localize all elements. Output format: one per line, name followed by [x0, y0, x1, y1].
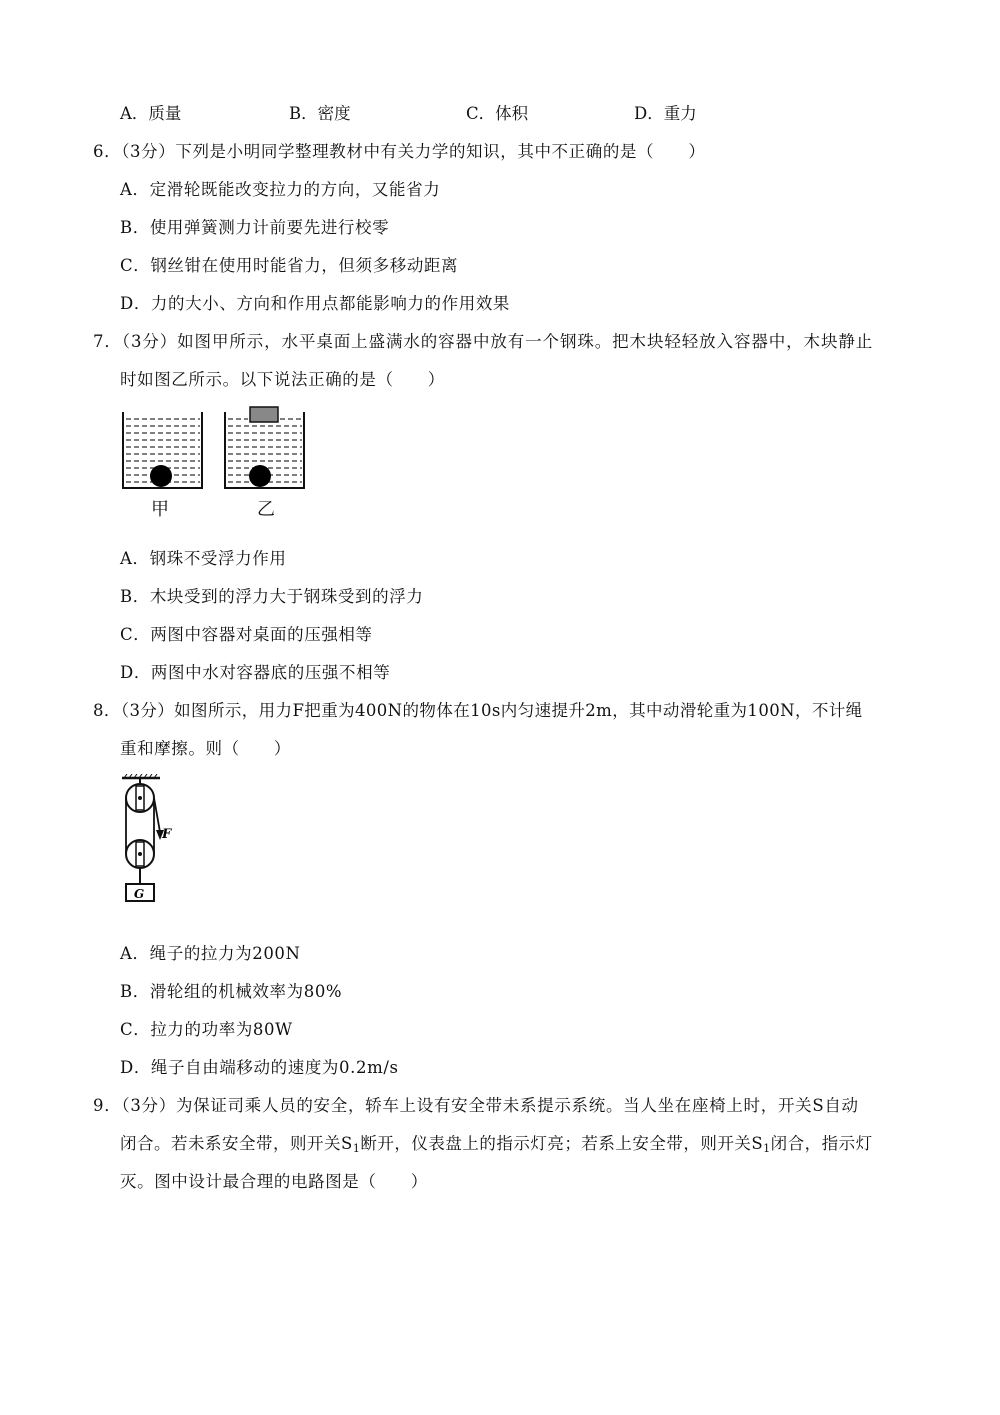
q6-option-d[interactable]: D．力的大小、方向和作用点都能影响力的作用效果 [120, 294, 511, 313]
q5-option-c[interactable]: C．体积 [466, 104, 529, 123]
force-label: F [162, 827, 172, 842]
q8-pulley-figure [118, 774, 180, 906]
q5-option-b[interactable]: B．密度 [289, 104, 351, 123]
steel-ball [150, 465, 172, 487]
q8-option-a[interactable]: A．绳子的拉力为200N [120, 944, 301, 963]
q6-option-a[interactable]: A．定滑轮既能改变拉力的方向，又能省力 [120, 180, 441, 199]
weight-label: G [134, 887, 145, 901]
q9-stem-line2-part-b: 断开，仪表盘上的指示灯亮；若系上安全带，则开关S [360, 1134, 764, 1153]
q7-stem-line2: 时如图乙所示。以下说法正确的是（ ） [120, 370, 445, 389]
q8-option-c[interactable]: C．拉力的功率为80W [120, 1020, 293, 1039]
q7-option-d[interactable]: D．两图中水对容器底的压强不相等 [120, 663, 391, 682]
wood-block [250, 407, 278, 422]
q7-option-c[interactable]: C．两图中容器对桌面的压强相等 [120, 625, 373, 644]
q6-stem: 6．（3分）下列是小明同学整理教材中有关力学的知识，其中不正确的是（ ） [93, 142, 706, 161]
steel-ball [249, 465, 271, 487]
q6-option-b[interactable]: B．使用弹簧测力计前要先进行校零 [120, 218, 390, 237]
q7-figure-yi-container [222, 406, 308, 492]
q9-switch-subscript-2: 1 [763, 1142, 771, 1155]
q5-option-a[interactable]: A．质量 [120, 104, 182, 123]
q7-option-b[interactable]: B．木块受到的浮力大于钢珠受到的浮力 [120, 587, 424, 606]
q7-stem-line1: 7．（3分）如图甲所示，水平桌面上盛满水的容器中放有一个钢珠。把木块轻轻放入容器中，木块静止 [93, 332, 874, 351]
q5-option-d[interactable]: D．重力 [634, 104, 697, 123]
q6-option-c[interactable]: C．钢丝钳在使用时能省力，但须多移动距离 [120, 256, 459, 275]
q8-option-d[interactable]: D．绳子自由端移动的速度为0.2m/s [120, 1058, 399, 1077]
q9-stem-line1: 9．（3分）为保证司乘人员的安全，轿车上设有安全带未系提示系统。当人坐在座椅上时，开关S自动 [93, 1096, 859, 1115]
q9-stem-line2 [120, 1133, 873, 1160]
q7-figure-label-yi: 乙 [257, 499, 275, 520]
q7-figure-jia-container [120, 410, 206, 492]
q9-stem-line3: 灭。图中设计最合理的电路图是（ ） [120, 1172, 428, 1191]
q8-option-b[interactable]: B．滑轮组的机械效率为80% [120, 982, 343, 1001]
q9-switch-subscript-1: 1 [352, 1142, 361, 1155]
q9-stem-line2-part-c: 闭合，指示灯 [770, 1134, 873, 1153]
q9-stem-line2-part-a: 闭合。若未系安全带，则开关S [120, 1134, 353, 1153]
q8-stem-line1: 8．（3分）如图所示，用力F把重为400N的物体在10s内匀速提升2m，其中动滑轮重为100N，不计绳 [93, 701, 863, 720]
q7-figure-label-jia: 甲 [151, 499, 169, 520]
q7-option-a[interactable]: A．钢珠不受浮力作用 [120, 549, 287, 568]
q8-stem-line2: 重和摩擦。则（ ） [120, 739, 291, 758]
